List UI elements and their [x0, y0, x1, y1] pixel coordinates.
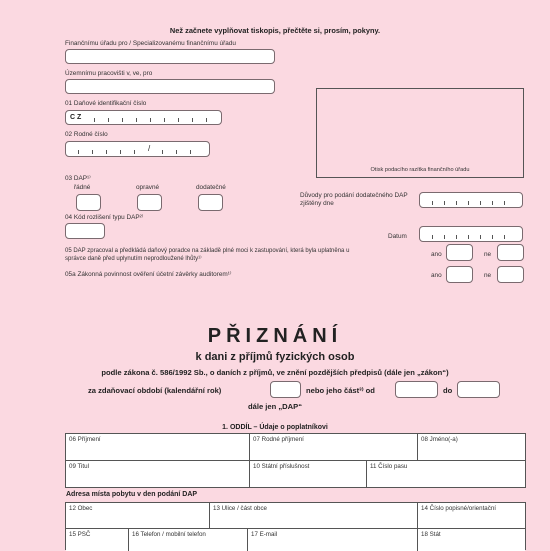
- period-mid: nebo jeho část³⁾ od: [306, 386, 375, 395]
- poradce-ano-box[interactable]: [446, 244, 473, 261]
- psc-field[interactable]: 15 PSČ: [66, 529, 129, 551]
- auditor-ne-label: ne: [484, 272, 492, 279]
- section1-heading: 1. ODDÍL – Údaje o poplatníkovi: [222, 424, 328, 431]
- stat-field[interactable]: 18 Stát: [418, 529, 525, 551]
- duvody-date-input[interactable]: [419, 192, 523, 208]
- telefon-field[interactable]: 16 Telefon / mobilní telefon: [129, 529, 248, 551]
- instructions-text: Než začnete vyplňovat tiskopis, přečtěte si, prosím, pokyny.: [169, 26, 381, 35]
- datum-input[interactable]: [419, 226, 523, 242]
- dap-option-opravne-label: opravné: [136, 184, 160, 191]
- kod-rozliseni-input[interactable]: [65, 223, 105, 239]
- kod-rozliseni-label: 04 Kód rozlišení typu DAP²⁾: [65, 214, 144, 221]
- rodne-cislo-separator: /: [148, 144, 151, 153]
- cislo-popisne-field[interactable]: 14 Číslo popisné/orientační: [418, 503, 525, 529]
- stamp-box: [316, 88, 524, 178]
- dap-option-radne-label: řádné: [74, 184, 91, 191]
- period-year-input[interactable]: [270, 381, 301, 398]
- period-suffix: dále jen „DAP“: [247, 402, 302, 411]
- uzemni-pracoviste-input[interactable]: [65, 79, 275, 94]
- form-subtitle: k dani z příjmů fyzických osob: [195, 351, 355, 363]
- jmeno-field[interactable]: 08 Jméno(-a): [418, 434, 525, 461]
- dap-type-label: 03 DAP¹⁾: [65, 175, 91, 182]
- dic-input[interactable]: [65, 110, 222, 125]
- dap-radne-box[interactable]: [76, 194, 101, 211]
- law-reference: podle zákona č. 586/1992 Sb., o daních z příjmů, ve znění pozdějších předpisů (dále jen „zákon“): [101, 368, 449, 377]
- poradce-ne-label: ne: [484, 251, 492, 258]
- dap-dodatecne-box[interactable]: [198, 194, 223, 211]
- poradce-label: 05 DAP zpracoval a předkládá daňový poradce na základě plné moci k zastupování, která byla uplatněna u správce daně před uplynutím neprodloužené lhůty¹⁾: [65, 248, 350, 262]
- auditor-label: 05a Zákonná povinnost ověření účetní závěrky auditorem¹⁾: [65, 271, 232, 278]
- section1-table-top: [65, 433, 526, 488]
- titul-field[interactable]: 09 Titul: [66, 461, 250, 487]
- period-to-label: do: [443, 386, 453, 395]
- auditor-ano-label: ano: [431, 272, 442, 279]
- dic-label: 01 Daňové identifikační číslo: [65, 100, 147, 107]
- rodne-cislo-label: 02 Rodné číslo: [65, 131, 108, 138]
- rodne-prijmeni-field[interactable]: 07 Rodné příjmení: [250, 434, 418, 461]
- period-from-input[interactable]: [395, 381, 438, 398]
- financni-urad-label: Finančnímu úřadu pro / Specializovanému finančnímu úřadu: [65, 40, 236, 47]
- ulice-field[interactable]: 13 Ulice / část obce: [210, 503, 418, 529]
- address-heading: Adresa místa pobytu v den podání DAP: [66, 491, 198, 498]
- financni-urad-input[interactable]: [65, 49, 275, 64]
- poradce-ne-box[interactable]: [497, 244, 524, 261]
- period-to-input[interactable]: [457, 381, 500, 398]
- stamp-caption: Otisk podacího razítka finančního úřadu: [370, 167, 470, 173]
- prijmeni-field[interactable]: 06 Příjmení: [66, 434, 250, 461]
- rodne-cislo-input[interactable]: [65, 141, 210, 157]
- form-title: PŘIZNÁNÍ: [207, 325, 343, 347]
- period-prefix: za zdaňovací období (kalendářní rok): [88, 386, 222, 395]
- datum-label: Datum: [388, 233, 407, 240]
- statni-prislusnost-field[interactable]: 10 Státní příslušnost: [250, 461, 367, 487]
- auditor-ne-box[interactable]: [497, 266, 524, 283]
- dap-option-dodatecne-label: dodatečné: [196, 184, 226, 191]
- obec-field[interactable]: 12 Obec: [66, 503, 210, 529]
- duvody-label: Důvody pro podání dodatečného DAP zjištěny dne: [300, 192, 408, 207]
- dic-prefix: C Z: [70, 114, 82, 121]
- section1-table-address: [65, 502, 526, 550]
- dap-opravne-box[interactable]: [137, 194, 162, 211]
- cislo-pasu-field[interactable]: 11 Číslo pasu: [367, 461, 525, 487]
- poradce-ano-label: ano: [431, 251, 442, 258]
- auditor-ano-box[interactable]: [446, 266, 473, 283]
- email-field[interactable]: 17 E-mail: [248, 529, 418, 551]
- uzemni-pracoviste-label: Územnímu pracovišti v, ve, pro: [65, 70, 153, 77]
